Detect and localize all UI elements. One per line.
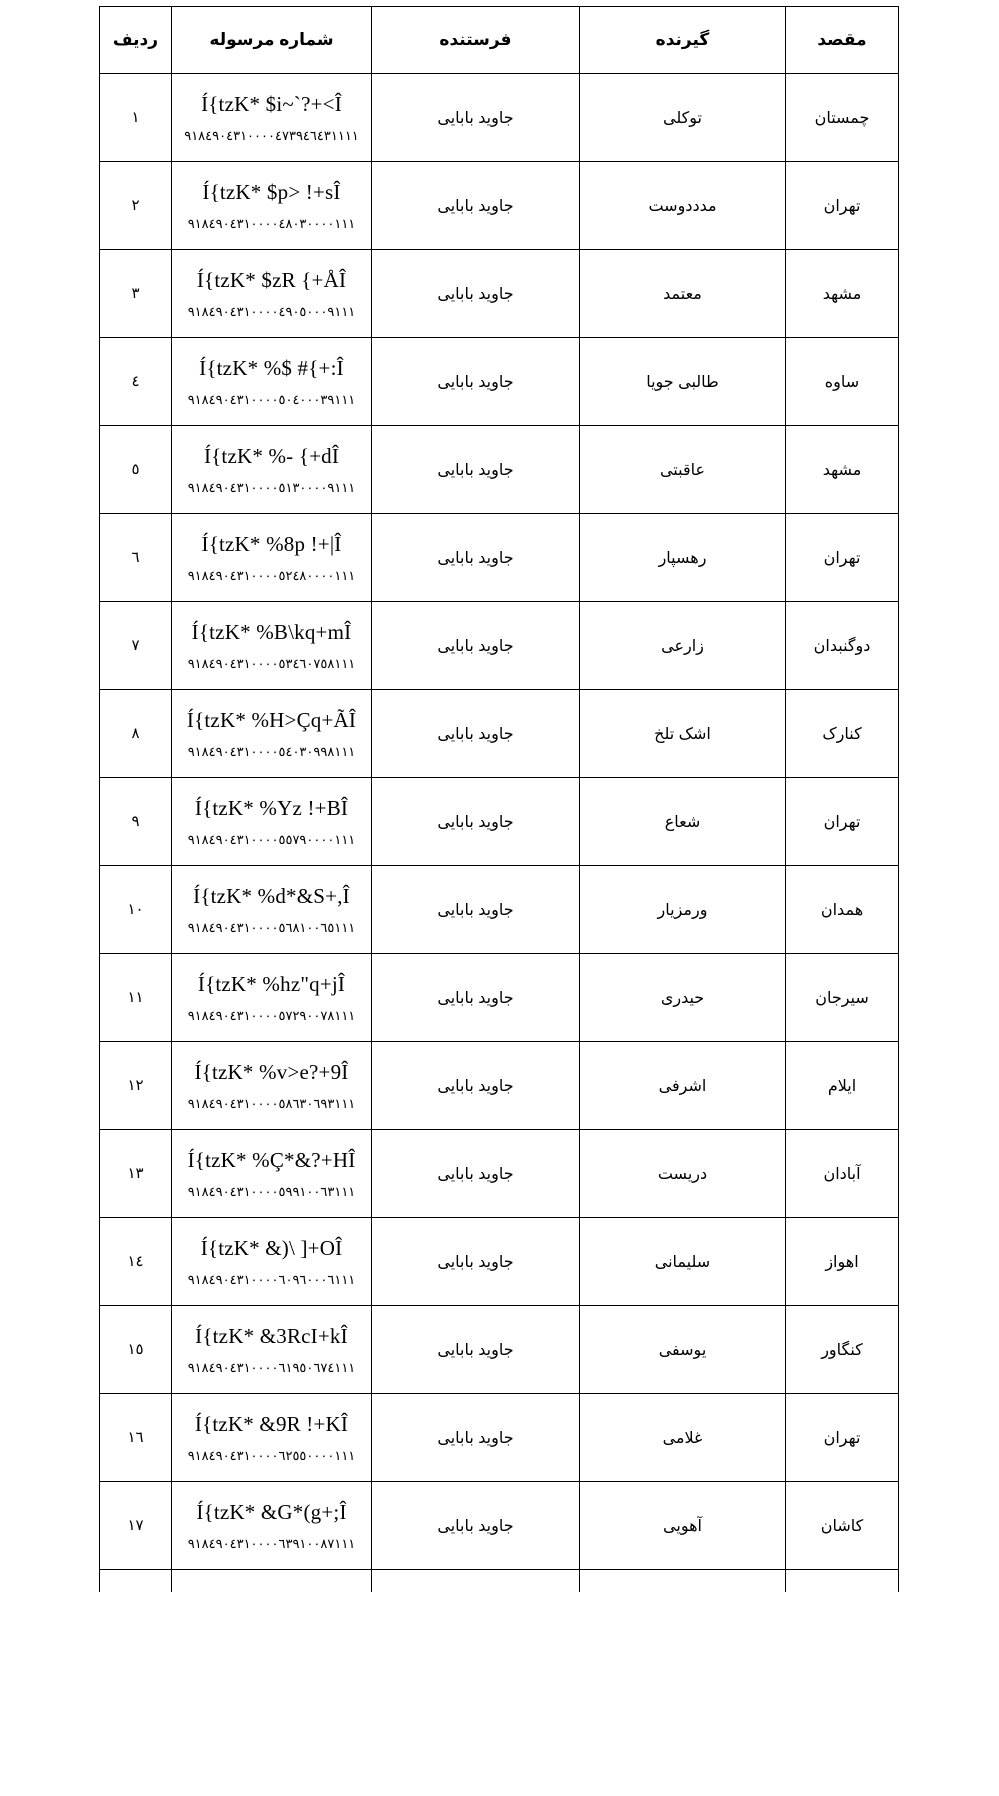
tracking-barcode-text: Í{tzK* %Yz !+BÎ <box>194 796 349 821</box>
cell-destination: اهواز <box>786 1218 899 1306</box>
cell-tracking <box>172 162 372 250</box>
tracking-barcode-text: Í{tzK* &)\ ]+OÎ <box>200 1236 343 1261</box>
table-row <box>100 602 899 690</box>
cell-sender: جاوید بابایی <box>372 954 580 1042</box>
cell-row-number: ٧ <box>100 602 172 690</box>
tracking-barcode-text: Í{tzK* %- {+dÎ <box>203 444 340 469</box>
tracking-number-text: ٩١٨٤٩٠٤٣١٠٠٠٠٥٦٨١٠٠٦٥١١١ <box>187 920 356 936</box>
cell-tracking <box>172 1482 372 1570</box>
cell-sender: جاوید بابایی <box>372 426 580 514</box>
cell-row-number: ٦ <box>100 514 172 602</box>
cell-row-number: ١٥ <box>100 1306 172 1394</box>
tracking-barcode-text: Í{tzK* &G*(g+;Î <box>196 1500 347 1525</box>
cell-tracking <box>172 1218 372 1306</box>
cell-row-number: ١١ <box>100 954 172 1042</box>
column-header-row: ردیف <box>100 7 172 74</box>
cell-receiver: غلامی <box>580 1394 786 1482</box>
cell-row-number: ١٤ <box>100 1218 172 1306</box>
table-row <box>100 162 899 250</box>
cell-destination: ساوه <box>786 338 899 426</box>
cell-empty <box>786 1570 899 1592</box>
cell-receiver: شعاع <box>580 778 786 866</box>
tracking-number-text: ٩١٨٤٩٠٤٣١٠٠٠٠٦٠٩٦٠٠٠٦١١١ <box>187 1272 356 1288</box>
table-row <box>100 954 899 1042</box>
table-row <box>100 338 899 426</box>
tracking-number-text: ٩١٨٤٩٠٤٣١٠٠٠٠٥٣٤٦٠٧٥٨١١١ <box>187 656 356 672</box>
table-row <box>100 514 899 602</box>
cell-sender: جاوید بابایی <box>372 1482 580 1570</box>
cell-sender: جاوید بابایی <box>372 1306 580 1394</box>
column-header-destination: مقصد <box>786 7 899 74</box>
tracking-barcode-text: Í{tzK* $i~`?+<Î <box>201 92 342 117</box>
cell-tracking <box>172 954 372 1042</box>
cell-row-number: ٩ <box>100 778 172 866</box>
cell-row-number: ١٦ <box>100 1394 172 1482</box>
cell-tracking <box>172 602 372 690</box>
tracking-number-text: ٩١٨٤٩٠٤٣١٠٠٠٠٥٥٧٩٠٠٠٠١١١ <box>187 832 356 848</box>
cell-receiver: توکلی <box>580 74 786 162</box>
cell-destination: تهران <box>786 162 899 250</box>
cell-receiver: دریست <box>580 1130 786 1218</box>
cell-tracking <box>172 1130 372 1218</box>
cell-tracking <box>172 250 372 338</box>
cell-tracking <box>172 74 372 162</box>
cell-empty <box>172 1570 372 1592</box>
cell-sender: جاوید بابایی <box>372 74 580 162</box>
tracking-barcode-text: Í{tzK* %hz"q+jÎ <box>197 972 346 997</box>
tracking-number-text: ٩١٨٤٩٠٤٣١٠٠٠٠٤٧٣٩٤٦٤٣١١١١ <box>184 128 359 144</box>
cell-destination: تهران <box>786 514 899 602</box>
table-row <box>100 778 899 866</box>
cell-destination: تهران <box>786 778 899 866</box>
cell-row-number: ٥ <box>100 426 172 514</box>
cell-tracking <box>172 778 372 866</box>
table-row <box>100 690 899 778</box>
cell-receiver: اشک تلخ <box>580 690 786 778</box>
cell-row-number: ٤ <box>100 338 172 426</box>
table-row <box>100 1482 899 1570</box>
cell-destination: کنارک <box>786 690 899 778</box>
cell-destination: مشهد <box>786 426 899 514</box>
cell-receiver: عاقبتی <box>580 426 786 514</box>
tracking-barcode-text: Í{tzK* %B\kq+mÎ <box>191 620 352 645</box>
cell-tracking <box>172 338 372 426</box>
column-header-receiver: گیرنده <box>580 7 786 74</box>
cell-tracking <box>172 866 372 954</box>
tracking-number-text: ٩١٨٤٩٠٤٣١٠٠٠٠٥٠٤٠٠٠٣٩١١١ <box>187 392 356 408</box>
cell-empty <box>372 1570 580 1592</box>
cell-receiver: یوسفی <box>580 1306 786 1394</box>
table-row <box>100 1218 899 1306</box>
cell-tracking <box>172 690 372 778</box>
cell-receiver: حیدری <box>580 954 786 1042</box>
tracking-barcode-text: Í{tzK* $zR {+ÅÎ <box>196 268 347 293</box>
cell-destination: سیرجان <box>786 954 899 1042</box>
cell-receiver: طالبی جویا <box>580 338 786 426</box>
table-row <box>100 1306 899 1394</box>
tracking-number-text: ٩١٨٤٩٠٤٣١٠٠٠٠٥٤٠٣٠٩٩٨١١١ <box>187 744 356 760</box>
tracking-number-text: ٩١٨٤٩٠٤٣١٠٠٠٠٤٨٠٣٠٠٠٠١١١ <box>187 216 356 232</box>
cell-destination: دوگنبدان <box>786 602 899 690</box>
cell-destination: همدان <box>786 866 899 954</box>
tracking-barcode-text: Í{tzK* %Ç*&?+HÎ <box>187 1148 356 1173</box>
cell-destination: ایلام <box>786 1042 899 1130</box>
cell-sender: جاوید بابایی <box>372 1130 580 1218</box>
cell-row-number: ١٧ <box>100 1482 172 1570</box>
cell-destination: چمستان <box>786 74 899 162</box>
cell-sender: جاوید بابایی <box>372 1394 580 1482</box>
tracking-number-text: ٩١٨٤٩٠٤٣١٠٠٠٠٦٢٥٥٠٠٠٠١١١ <box>187 1448 356 1464</box>
cell-tracking <box>172 1042 372 1130</box>
cell-destination: تهران <box>786 1394 899 1482</box>
cell-receiver: زارعی <box>580 602 786 690</box>
tracking-barcode-text: Í{tzK* &9R !+KÎ <box>194 1412 349 1437</box>
tracking-number-text: ٩١٨٤٩٠٤٣١٠٠٠٠٥٧٢٩٠٠٧٨١١١ <box>187 1008 356 1024</box>
cell-sender: جاوید بابایی <box>372 162 580 250</box>
table-header-row <box>100 7 899 74</box>
tracking-barcode-text: Í{tzK* %$ #{+:Î <box>199 356 344 381</box>
column-header-tracking: شماره مرسوله <box>172 7 372 74</box>
table-row-partial <box>100 1570 899 1592</box>
cell-receiver: سلیمانی <box>580 1218 786 1306</box>
cell-row-number: ٢ <box>100 162 172 250</box>
tracking-barcode-text: Í{tzK* %v>e?+9Î <box>194 1060 349 1085</box>
cell-destination: کنگاور <box>786 1306 899 1394</box>
cell-sender: جاوید بابایی <box>372 250 580 338</box>
cell-sender: جاوید بابایی <box>372 1218 580 1306</box>
consignment-table <box>99 6 899 1592</box>
cell-destination: آبادان <box>786 1130 899 1218</box>
cell-receiver: اشرفی <box>580 1042 786 1130</box>
cell-sender: جاوید بابایی <box>372 338 580 426</box>
cell-sender: جاوید بابایی <box>372 866 580 954</box>
tracking-number-text: ٩١٨٤٩٠٤٣١٠٠٠٠٤٩٠٥٠٠٠٩١١١ <box>187 304 356 320</box>
cell-empty <box>100 1570 172 1592</box>
table-header <box>100 7 899 74</box>
tracking-number-text: ٩١٨٤٩٠٤٣١٠٠٠٠٥١٣٠٠٠٠٩١١١ <box>187 480 356 496</box>
column-header-sender: فرستنده <box>372 7 580 74</box>
tracking-barcode-text: Í{tzK* %H>Çq+ÃÎ <box>186 708 357 733</box>
table-row <box>100 74 899 162</box>
cell-sender: جاوید بابایی <box>372 602 580 690</box>
cell-row-number: ١٠ <box>100 866 172 954</box>
cell-sender: جاوید بابایی <box>372 778 580 866</box>
cell-tracking <box>172 426 372 514</box>
cell-receiver: رهسپار <box>580 514 786 602</box>
cell-row-number: ١ <box>100 74 172 162</box>
cell-sender: جاوید بابایی <box>372 690 580 778</box>
tracking-number-text: ٩١٨٤٩٠٤٣١٠٠٠٠٦١٩٥٠٦٧٤١١١ <box>187 1360 356 1376</box>
table-body <box>100 74 899 1592</box>
tracking-number-text: ٩١٨٤٩٠٤٣١٠٠٠٠٥٢٤٨٠٠٠٠١١١ <box>187 568 356 584</box>
cell-receiver: آهویی <box>580 1482 786 1570</box>
tracking-number-text: ٩١٨٤٩٠٤٣١٠٠٠٠٥٩٩١٠٠٦٣١١١ <box>187 1184 356 1200</box>
cell-sender: جاوید بابایی <box>372 1042 580 1130</box>
cell-sender: جاوید بابایی <box>372 514 580 602</box>
table-row <box>100 426 899 514</box>
cell-tracking <box>172 1394 372 1482</box>
tracking-barcode-text: Í{tzK* $p> !+sÎ <box>202 180 341 205</box>
cell-row-number: ٣ <box>100 250 172 338</box>
cell-destination: مشهد <box>786 250 899 338</box>
cell-receiver: مدددوست <box>580 162 786 250</box>
table-row <box>100 1130 899 1218</box>
cell-row-number: ٨ <box>100 690 172 778</box>
table-row <box>100 250 899 338</box>
tracking-barcode-text: Í{tzK* %8p !+|Î <box>201 532 342 557</box>
cell-row-number: ١٢ <box>100 1042 172 1130</box>
cell-tracking <box>172 514 372 602</box>
tracking-number-text: ٩١٨٤٩٠٤٣١٠٠٠٠٥٨٦٣٠٦٩٣١١١ <box>187 1096 356 1112</box>
cell-tracking <box>172 1306 372 1394</box>
cell-destination: کاشان <box>786 1482 899 1570</box>
table-row <box>100 1394 899 1482</box>
tracking-barcode-text: Í{tzK* %d*&S+,Î <box>193 884 350 909</box>
tracking-number-text: ٩١٨٤٩٠٤٣١٠٠٠٠٦٣٩١٠٠٨٧١١١ <box>187 1536 356 1552</box>
cell-receiver: ورمزیار <box>580 866 786 954</box>
tracking-barcode-text: Í{tzK* &3RcI+kÎ <box>195 1324 348 1349</box>
table-row <box>100 866 899 954</box>
cell-receiver: معتمد <box>580 250 786 338</box>
table-row <box>100 1042 899 1130</box>
cell-row-number: ١٣ <box>100 1130 172 1218</box>
cell-empty <box>580 1570 786 1592</box>
